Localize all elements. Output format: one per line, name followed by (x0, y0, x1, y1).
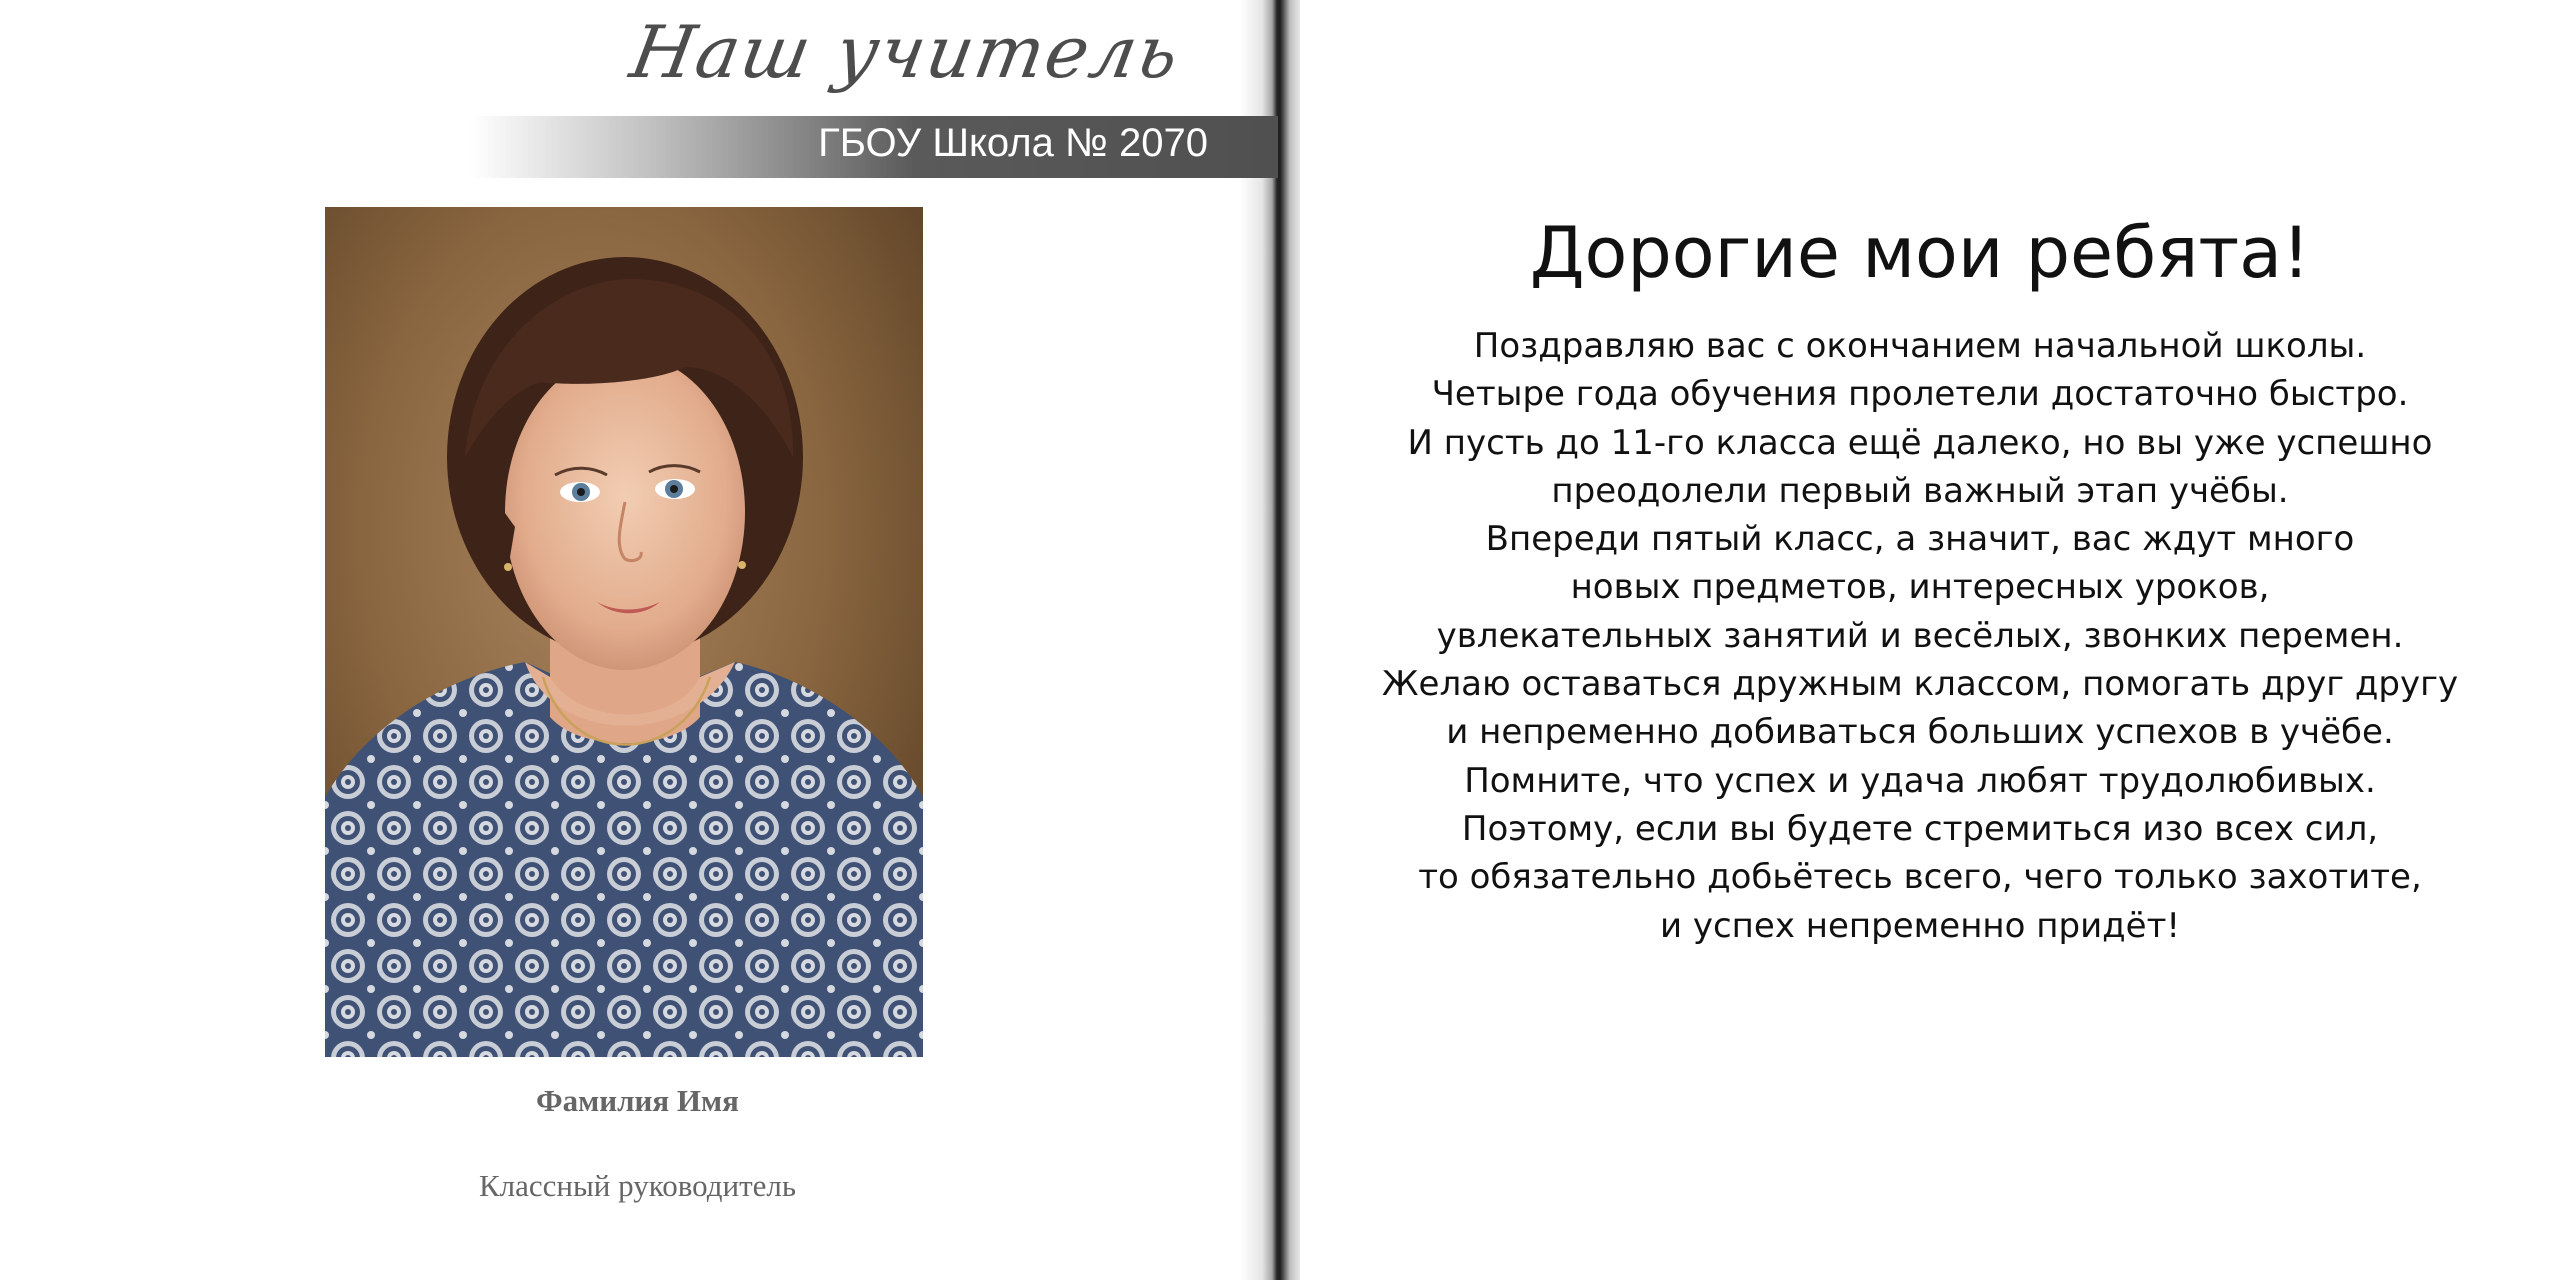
teacher-role: Классный руководитель (478, 1168, 797, 1203)
letter-line: Поздравляю вас с окончанием начальной школы. (1473, 326, 2367, 366)
letter-line: то обязательно добьётесь всего, чего только захотите, (1418, 857, 2422, 898)
letter-heading: Дорогие мои ребята! (1529, 212, 2311, 294)
letter-line: И пусть до 11-го класса ещё далеко, но вы уже успешно (1407, 422, 2433, 463)
letter-line: Впереди пятый класс, а значит, вас ждут много (1485, 519, 2355, 560)
letter-body (1300, 322, 2540, 950)
letter-line: Четыре года обучения пролетели достаточно быстро. (1431, 374, 2409, 415)
letter-line: Поэтому, если вы будете стремиться изо всех сил, (1461, 808, 2379, 849)
letter-line: новых предметов, интересных уроков, (1570, 567, 2270, 608)
letter-line: Помните, что успех и удача любят трудолюбивых. (1464, 760, 2376, 801)
letter-line: Желаю оставаться дружным классом, помогать друг другу (1381, 664, 2459, 705)
letter-line: преодолели первый важный этап учёбы. (1551, 470, 2289, 511)
teacher-name: Фамилия Имя (536, 1083, 739, 1118)
left-page (0, 0, 1275, 1280)
script-title: Наш учитель (624, 10, 1188, 94)
letter-line: и успех непременно придёт! (1659, 905, 2181, 946)
portrait-illustration (325, 207, 923, 1057)
letter-line: увлекательных занятий и весёлых, звонких перемен. (1436, 615, 2404, 656)
teacher-portrait (325, 207, 923, 1057)
school-name: ГБОУ Школа № 2070 (818, 121, 1208, 165)
letter-line: и непременно добиваться больших успехов в учёбе. (1446, 712, 2394, 753)
school-banner (470, 116, 1278, 178)
